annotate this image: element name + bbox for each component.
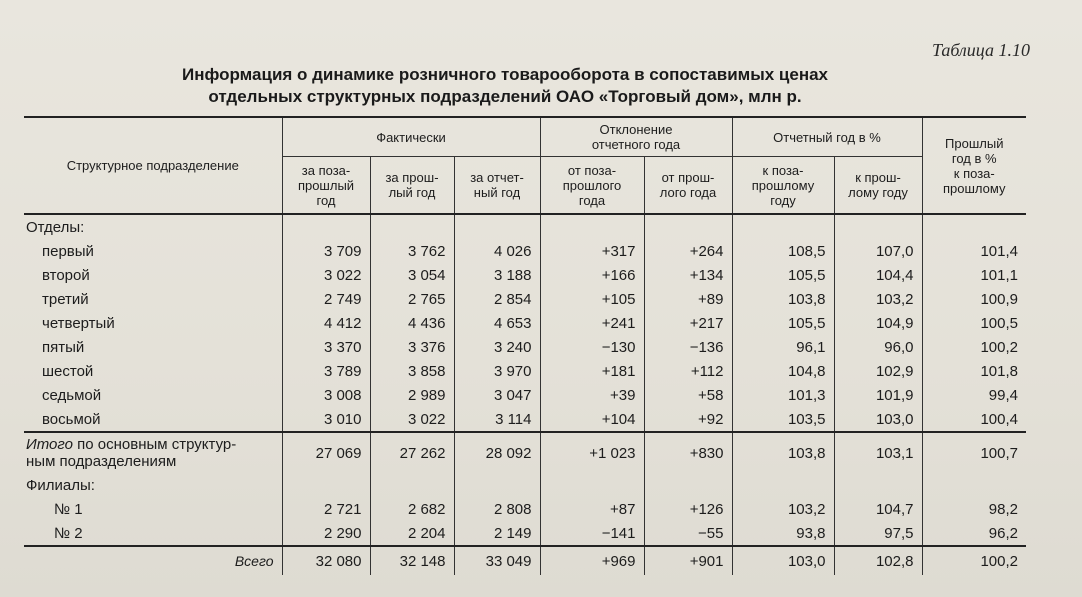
table-cell: +92 — [644, 407, 732, 432]
turnover-table — [24, 116, 1026, 575]
header-deviation-l2: отчетного года — [591, 137, 681, 152]
row-label: № 1 — [54, 500, 83, 518]
header-text: лому году — [848, 185, 908, 200]
row-label: третий — [42, 290, 89, 308]
table-cell: 103,5 — [732, 407, 834, 432]
row-label: второй — [42, 266, 90, 284]
table-cell: 98,2 — [922, 497, 1026, 521]
table-cell: 105,5 — [732, 311, 834, 335]
header-text: от поза- — [567, 162, 617, 178]
subtotal-label-part: по основным структур- — [72, 436, 237, 453]
header-prev-year-pct — [922, 117, 1026, 214]
table-cell: −141 — [540, 521, 644, 546]
table-row — [24, 263, 1026, 287]
header-col7 — [834, 157, 922, 215]
table-row — [24, 311, 1026, 335]
table-cell: 32 080 — [282, 546, 370, 575]
table-cell: 2 721 — [282, 497, 370, 521]
table-row — [24, 407, 1026, 432]
table-row — [24, 521, 1026, 546]
table-cell: 4 653 — [454, 311, 540, 335]
table-cell: 99,4 — [922, 383, 1026, 407]
table-cell: +181 — [540, 359, 644, 383]
table-cell: −136 — [644, 335, 732, 359]
section-row-departments — [24, 214, 1026, 239]
table-cell: 2 749 — [282, 287, 370, 311]
header-prev-l3: к поза- — [953, 165, 995, 181]
table-cell: 2 854 — [454, 287, 540, 311]
table-cell: 2 149 — [454, 521, 540, 546]
table-row — [24, 287, 1026, 311]
table-cell: 93,8 — [732, 521, 834, 546]
table-cell: 2 204 — [370, 521, 454, 546]
table-row — [24, 383, 1026, 407]
table-cell: 101,8 — [922, 359, 1026, 383]
table-cell: 2 989 — [370, 383, 454, 407]
table-title — [0, 64, 1010, 108]
table-cell: +134 — [644, 263, 732, 287]
empty-cell — [732, 473, 834, 497]
empty-cell — [732, 214, 834, 239]
empty-cell — [834, 473, 922, 497]
header-text: ный год — [473, 185, 521, 200]
table-cell: +105 — [540, 287, 644, 311]
table-cell: 101,4 — [922, 239, 1026, 263]
table-cell: −130 — [540, 335, 644, 359]
table-cell: 2 808 — [454, 497, 540, 521]
table-row — [24, 239, 1026, 263]
table-cell: 28 092 — [454, 432, 540, 473]
header-text: лый год — [388, 185, 436, 200]
empty-cell — [834, 214, 922, 239]
empty-cell — [922, 473, 1026, 497]
table-cell: 100,2 — [922, 335, 1026, 359]
table-cell: 3 022 — [282, 263, 370, 287]
table-cell: 104,8 — [732, 359, 834, 383]
table-cell: +166 — [540, 263, 644, 287]
header-text: год — [316, 192, 336, 208]
header-text: за отчет- — [470, 170, 524, 185]
table-cell: 104,7 — [834, 497, 922, 521]
table-cell: 103,1 — [834, 432, 922, 473]
header-col6 — [732, 157, 834, 215]
table-number: Таблица 1.10 — [931, 40, 1030, 60]
header-text: прошлого — [562, 177, 622, 193]
table-cell: 103,2 — [732, 497, 834, 521]
table-cell: +264 — [644, 239, 732, 263]
header-text: прошлому — [751, 177, 815, 193]
table-cell: 101,1 — [922, 263, 1026, 287]
table-cell: 3 022 — [370, 407, 454, 432]
table-cell: 103,8 — [732, 432, 834, 473]
header-text: году — [770, 192, 796, 208]
table-cell: 103,8 — [732, 287, 834, 311]
table-cell: 100,9 — [922, 287, 1026, 311]
empty-cell — [454, 473, 540, 497]
subtotal-label-part: ным подразделениям — [26, 453, 177, 470]
header-col4 — [540, 157, 644, 215]
header-text: за прош- — [385, 170, 439, 185]
subtotal-row — [24, 432, 1026, 473]
table-cell: +317 — [540, 239, 644, 263]
row-label: четвертый — [42, 314, 115, 332]
table-cell: 33 049 — [454, 546, 540, 575]
table-cell: 3 240 — [454, 335, 540, 359]
header-prev-l4: прошлому — [943, 180, 1006, 196]
header-prev-l1: Прошлый — [945, 135, 1004, 151]
table-cell: 3 010 — [282, 407, 370, 432]
table-cell: 103,2 — [834, 287, 922, 311]
header-percent: Отчетный год в % — [732, 117, 922, 157]
row-label: шестой — [42, 362, 94, 380]
table-cell: 3 008 — [282, 383, 370, 407]
subtotal-label-part: Итого — [26, 436, 73, 453]
table-cell: 100,2 — [922, 546, 1026, 575]
row-label: первый — [42, 242, 94, 260]
table-cell: 3 970 — [454, 359, 540, 383]
empty-cell — [370, 214, 454, 239]
empty-cell — [282, 214, 370, 239]
section-label: Филиалы: — [26, 476, 95, 494]
table-cell: −55 — [644, 521, 732, 546]
table-cell: 3 114 — [454, 407, 540, 432]
empty-cell — [540, 473, 644, 497]
title-line-1: Информация о динамике розничного товарооборота в сопоставимых ценах — [182, 65, 828, 84]
table-cell: 3 709 — [282, 239, 370, 263]
table-cell: 101,3 — [732, 383, 834, 407]
table-cell: 104,4 — [834, 263, 922, 287]
header-prev-l2: год в % — [951, 150, 997, 166]
title-line-2: отдельных структурных подразделений ОАО «Торговый дом», млн р. — [208, 87, 802, 106]
table-cell: 3 047 — [454, 383, 540, 407]
table-cell: +39 — [540, 383, 644, 407]
table-cell: 103,0 — [834, 407, 922, 432]
table-cell: 27 069 — [282, 432, 370, 473]
table-cell: 96,2 — [922, 521, 1026, 546]
table-cell: +241 — [540, 311, 644, 335]
table-cell: 100,7 — [922, 432, 1026, 473]
table-cell: 4 412 — [282, 311, 370, 335]
header-col3 — [454, 157, 540, 215]
table-cell: 2 765 — [370, 287, 454, 311]
header-text: за поза- — [301, 162, 351, 178]
table-cell: 96,0 — [834, 335, 922, 359]
empty-cell — [454, 214, 540, 239]
section-label: Отделы: — [26, 218, 85, 236]
header-deviation-l1: Отклонение — [599, 122, 673, 137]
table-cell: 3 054 — [370, 263, 454, 287]
total-row — [24, 546, 1026, 575]
table-cell: +87 — [540, 497, 644, 521]
table-cell: +126 — [644, 497, 732, 521]
table-cell: 108,5 — [732, 239, 834, 263]
table-row — [24, 359, 1026, 383]
table-cell: 102,9 — [834, 359, 922, 383]
table-cell: +104 — [540, 407, 644, 432]
table-cell: 2 682 — [370, 497, 454, 521]
header-text: к прош- — [855, 170, 901, 185]
empty-cell — [282, 473, 370, 497]
table-cell: 100,5 — [922, 311, 1026, 335]
row-label: № 2 — [54, 524, 83, 542]
table-cell: 3 188 — [454, 263, 540, 287]
header-col5 — [644, 157, 732, 215]
empty-cell — [922, 214, 1026, 239]
table-cell: 3 376 — [370, 335, 454, 359]
table-cell: 32 148 — [370, 546, 454, 575]
table-row — [24, 497, 1026, 521]
table-cell: 4 436 — [370, 311, 454, 335]
section-row-branches — [24, 473, 1026, 497]
header-text: лого года — [659, 185, 717, 200]
table-cell: +217 — [644, 311, 732, 335]
empty-cell — [370, 473, 454, 497]
table-cell: +830 — [644, 432, 732, 473]
header-text: года — [578, 192, 606, 208]
table-cell: +112 — [644, 359, 732, 383]
table-cell: 103,0 — [732, 546, 834, 575]
table-cell: 27 262 — [370, 432, 454, 473]
table-cell: 3 789 — [282, 359, 370, 383]
table-cell: 3 762 — [370, 239, 454, 263]
table-cell: 96,1 — [732, 335, 834, 359]
table-cell: +1 023 — [540, 432, 644, 473]
table-cell: +969 — [540, 546, 644, 575]
header-text: к поза- — [762, 162, 804, 178]
empty-cell — [540, 214, 644, 239]
table-cell: 4 026 — [454, 239, 540, 263]
empty-cell — [644, 214, 732, 239]
table-cell: 100,4 — [922, 407, 1026, 432]
table-cell: 104,9 — [834, 311, 922, 335]
table-cell: 102,8 — [834, 546, 922, 575]
row-label: восьмой — [42, 410, 101, 428]
table-cell: +901 — [644, 546, 732, 575]
header-deviation — [540, 117, 732, 157]
table-row — [24, 335, 1026, 359]
table-cell: 105,5 — [732, 263, 834, 287]
row-label: седьмой — [42, 386, 102, 404]
table-cell: +58 — [644, 383, 732, 407]
header-text: от прош- — [661, 170, 715, 185]
row-label: пятый — [42, 338, 85, 356]
table-cell: 97,5 — [834, 521, 922, 546]
header-stub: Структурное подразделение — [66, 158, 239, 173]
total-label: Всего — [24, 546, 282, 575]
header-actual: Фактически — [282, 117, 540, 157]
header-col2 — [370, 157, 454, 215]
table-cell: 3 858 — [370, 359, 454, 383]
table-cell: +89 — [644, 287, 732, 311]
table-cell: 3 370 — [282, 335, 370, 359]
table-cell: 101,9 — [834, 383, 922, 407]
table-cell: 2 290 — [282, 521, 370, 546]
empty-cell — [644, 473, 732, 497]
header-col1 — [282, 157, 370, 215]
subtotal-label — [24, 432, 282, 473]
table-cell: 107,0 — [834, 239, 922, 263]
header-text: прошлый — [297, 177, 355, 193]
